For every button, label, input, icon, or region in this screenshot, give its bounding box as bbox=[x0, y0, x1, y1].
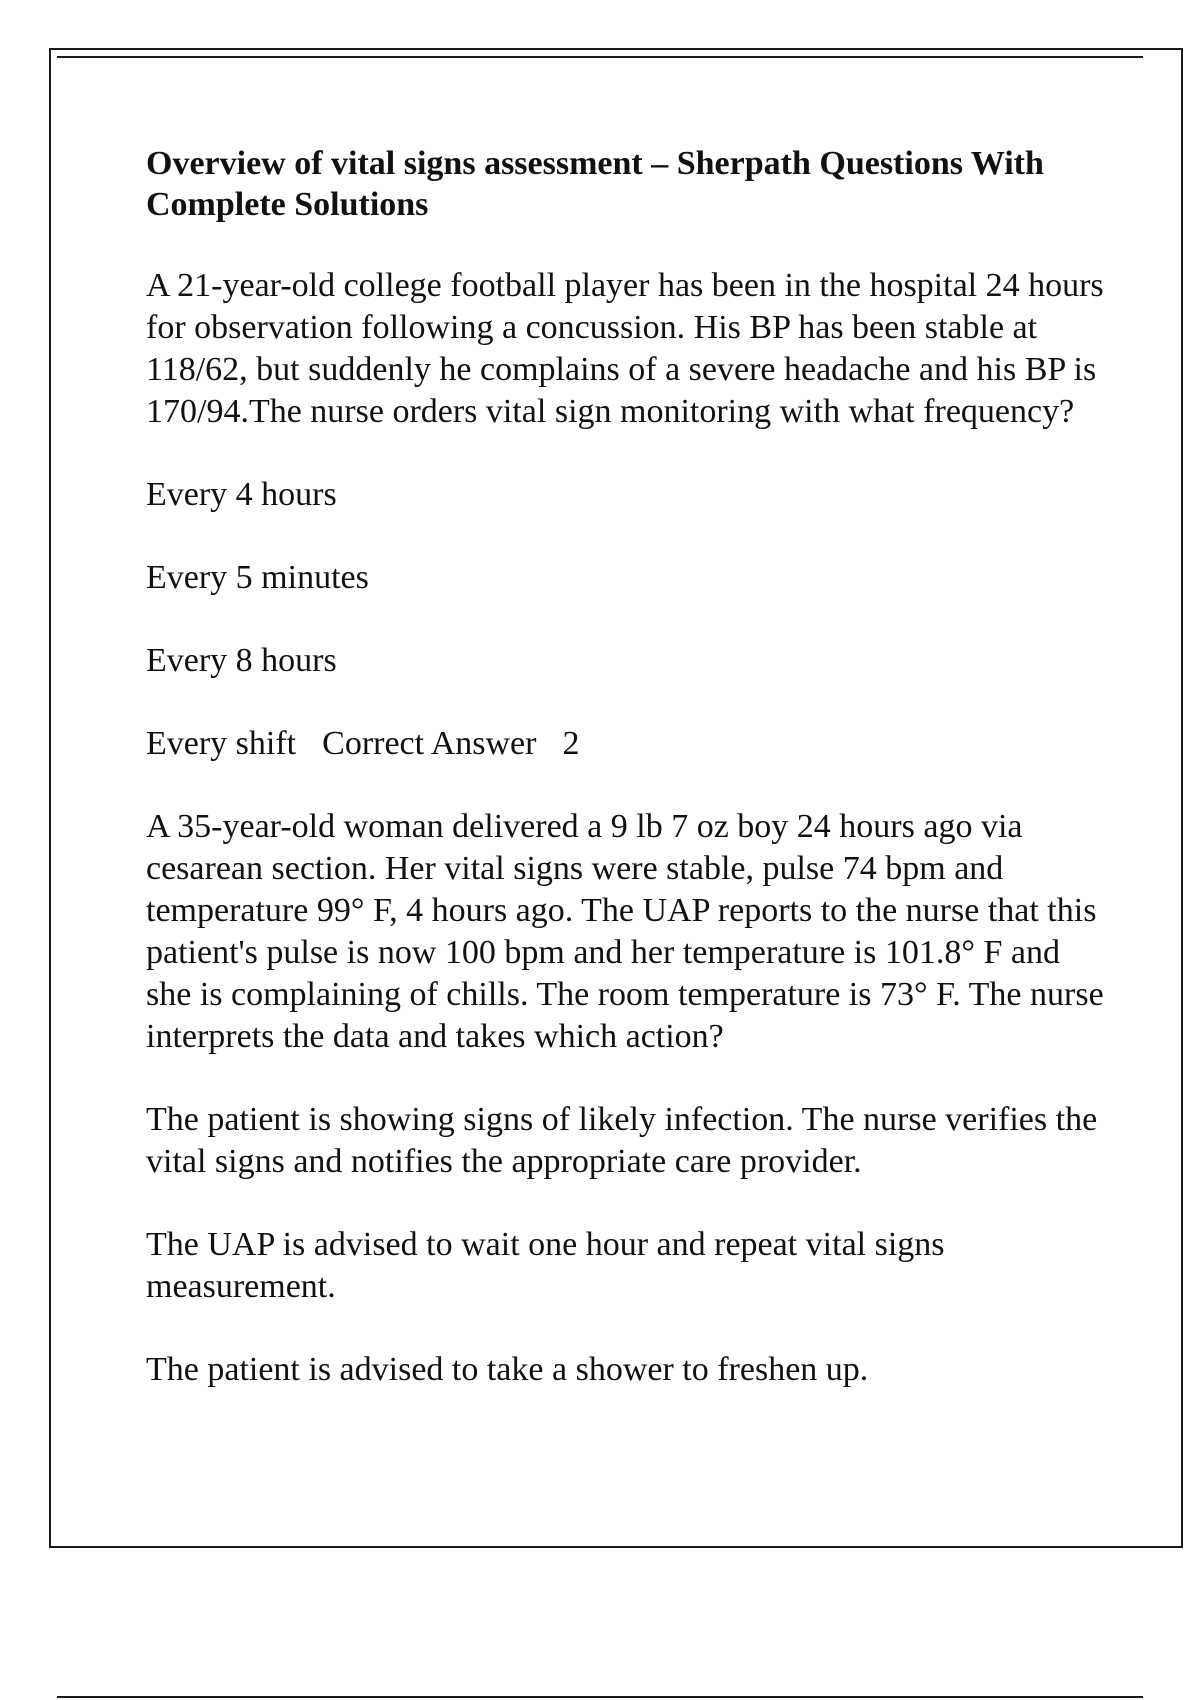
correct-answer-value: 2 bbox=[562, 725, 580, 762]
question-1-option-4: Every shift bbox=[146, 725, 297, 762]
question-1-option-1: Every 4 hours bbox=[146, 476, 337, 513]
question-2-prompt: A 35-year-old woman delivered a 9 lb 7 oz boy 24 hours ago via cesarean section. Her vital signs were stable, pulse 74 bpm and temperature 99° F, 4 hours ago. The UAP reports to the nurse that this patient's pulse is now 100 bpm and her temperature is 101.8° F and she is complaining of chills. The room temperature is 73° F. The nurse interprets the data and takes which action? bbox=[146, 808, 1104, 1055]
question-2-option-1: The patient is showing signs of likely infection. The nurse verifies the vital signs and notifies the appropriate care provider. bbox=[146, 1101, 1098, 1180]
top-divider bbox=[57, 56, 1143, 58]
bottom-divider bbox=[57, 1696, 1143, 1698]
question-1-option-3: Every 8 hours bbox=[146, 642, 337, 679]
document-title: Overview of vital signs assessment – Sherpath Questions With Complete Solutions bbox=[146, 145, 1044, 223]
document-body bbox=[146, 143, 1106, 1432]
question-1-answer-line bbox=[146, 723, 1106, 765]
correct-answer-label: Correct Answer bbox=[322, 725, 537, 762]
question-2-option-3: The patient is advised to take a shower to freshen up. bbox=[146, 1351, 869, 1388]
question-1-option-2: Every 5 minutes bbox=[146, 559, 369, 596]
question-2-option-2: The UAP is advised to wait one hour and repeat vital signs measurement. bbox=[146, 1226, 945, 1305]
question-1-prompt: A 21-year-old college football player has been in the hospital 24 hours for observation following a concussion. His BP has been stable at 118/62, but suddenly he complains of a severe headache and his BP is 170/94.The nurse orders vital sign monitoring with what frequency? bbox=[146, 267, 1104, 430]
